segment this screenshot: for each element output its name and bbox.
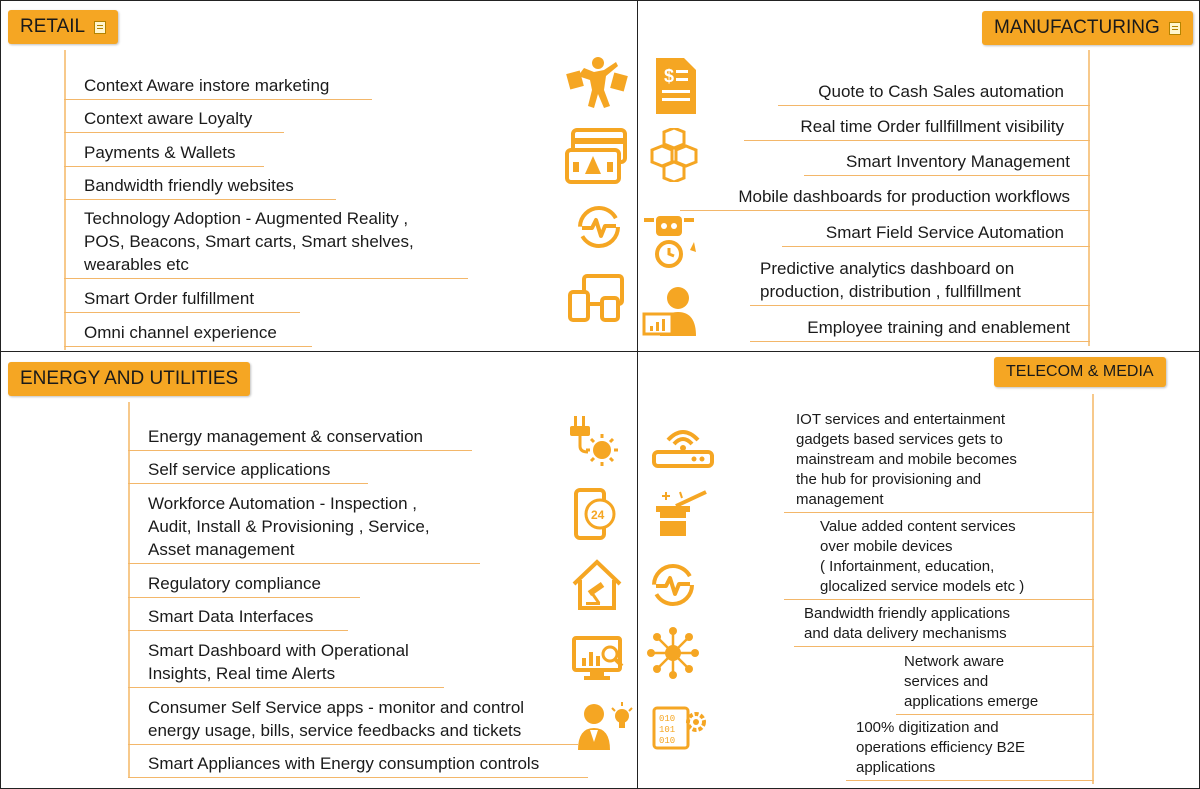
employee-training-icon bbox=[642, 286, 702, 338]
retail-item: Technology Adoption - Augmented Reality , POS, Beacons, Smart carts, Smart shelves, wearables etc bbox=[64, 207, 468, 279]
energy-item: Smart Dashboard with Operational Insights, Real time Alerts bbox=[128, 639, 444, 688]
binary-gear-icon bbox=[652, 706, 708, 752]
monitor-chart-icon bbox=[570, 634, 626, 684]
phone-24-icon bbox=[572, 488, 618, 540]
manufacturing-item: Predictive analytics dashboard on production, distribution , fullfillment bbox=[750, 257, 1090, 306]
invoice-icon bbox=[654, 56, 698, 116]
retail-title: RETAIL bbox=[8, 10, 118, 44]
house-gavel-icon bbox=[570, 558, 624, 612]
energy-item: Workforce Automation - Inspection , Audit, Install & Provisioning , Service, Asset management bbox=[128, 492, 480, 564]
telecom-item: 100% digitization and operations efficiency B2E applications bbox=[846, 718, 1094, 781]
energy-item: Smart Data Interfaces bbox=[128, 605, 348, 631]
telecom-item: Value added content services over mobile devices ( Infortainment, education, glocalized service models etc ) bbox=[784, 517, 1094, 600]
manufacturing-item: Real time Order fullfillment visibility bbox=[744, 115, 1090, 141]
user-idea-icon bbox=[574, 700, 634, 752]
energy-item: Self service applications bbox=[128, 458, 368, 484]
telecom-title: TELECOM & MEDIA bbox=[994, 357, 1166, 387]
energy-item: Consumer Self Service apps - monitor and control energy usage, bills, service feedbacks and tickets bbox=[128, 696, 578, 745]
telecom-item: IOT services and entertainment gadgets based services gets to mainstream and mobile becomes the hub for provisioning and management bbox=[784, 410, 1094, 513]
svg-text:24: 24 bbox=[591, 508, 605, 522]
heartbeat-icon bbox=[650, 562, 696, 608]
retail-item: Context Aware instore marketing bbox=[64, 74, 372, 100]
devices-icon bbox=[566, 274, 626, 322]
svg-text:$: $ bbox=[664, 66, 675, 86]
energy-item: Energy management & conservation bbox=[128, 425, 472, 451]
manufacturing-item: Quote to Cash Sales automation bbox=[778, 80, 1090, 106]
retail-item: Context aware Loyalty bbox=[64, 107, 284, 133]
retail-item: Smart Order fulfillment bbox=[64, 287, 300, 313]
robot-icon bbox=[642, 208, 700, 270]
energy-title: ENERGY AND UTILITIES bbox=[8, 362, 250, 396]
retail-item: Bandwidth friendly websites bbox=[64, 174, 336, 200]
retail-item: Payments & Wallets bbox=[64, 141, 264, 167]
plug-sun-icon bbox=[566, 412, 622, 468]
svg-text:101: 101 bbox=[659, 725, 676, 735]
network-icon bbox=[646, 626, 700, 680]
magic-hat-icon bbox=[652, 488, 710, 538]
energy-item: Regulatory compliance bbox=[128, 572, 360, 598]
boxes-icon bbox=[648, 128, 700, 182]
note-icon bbox=[94, 21, 106, 34]
note-icon bbox=[1169, 22, 1181, 35]
manufacturing-item: Mobile dashboards for production workflows bbox=[680, 185, 1090, 211]
manufacturing-item: Smart Inventory Management bbox=[804, 150, 1090, 176]
retail-item: Omni channel experience bbox=[64, 321, 312, 347]
router-icon bbox=[650, 420, 716, 470]
manufacturing-item: Smart Field Service Automation bbox=[782, 221, 1090, 247]
telecom-item: Bandwidth friendly applications and data delivery mechanisms bbox=[794, 604, 1094, 647]
manufacturing-title: MANUFACTURING bbox=[982, 11, 1193, 45]
shopper-icon bbox=[564, 54, 628, 110]
telecom-item: Network aware services and applications emerge bbox=[896, 652, 1094, 715]
energy-item: Smart Appliances with Energy consumption controls bbox=[128, 752, 588, 778]
manufacturing-item: Employee training and enablement bbox=[750, 316, 1090, 342]
heartbeat-icon bbox=[576, 204, 622, 250]
svg-text:010: 010 bbox=[659, 714, 676, 724]
payment-card-icon bbox=[565, 128, 627, 186]
svg-text:010: 010 bbox=[659, 736, 676, 746]
